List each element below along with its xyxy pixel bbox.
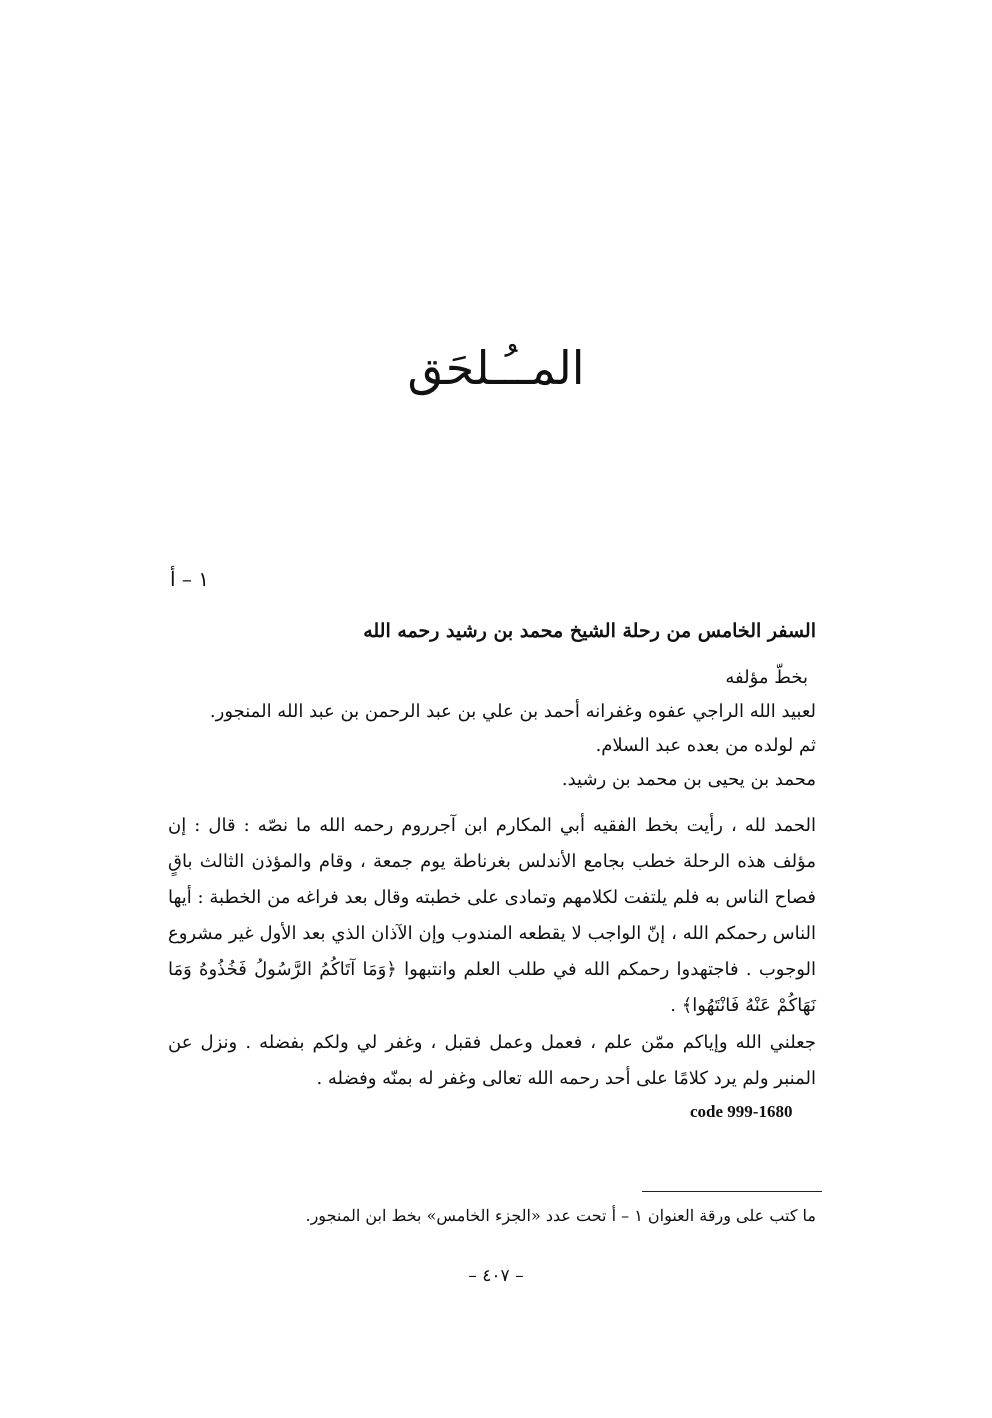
- body-paragraph: جعلني الله وإياكم ممّن علم ، فعمل وعمل فقبل ، وغفر لي ولكم بفضله . ونزل عن المنبر ولم يرد كلامًا على أحد رحمه الله تعالى وغفر له بمنّه وفضله .: [168, 1032, 816, 1089]
- attribution-line: لعبيد الله الراجي عفوه وغفرانه أحمد بن علي بن عبد الرحمن بن عبد الله المنجور.: [209, 701, 816, 722]
- page-number: – ٤٠٧ –: [468, 1266, 524, 1286]
- attribution-line: محمد بن يحيى بن محمد بن رشيد.: [561, 769, 816, 790]
- chapter-title: المــُـلحَق: [407, 341, 585, 395]
- attribution-line: بخطّ مؤلفه: [725, 667, 808, 688]
- section-heading: السفر الخامس من رحلة الشيخ محمد بن رشيد رحمه الله: [363, 620, 816, 642]
- ownership-notes: [176, 661, 816, 797]
- code-label: code 999-1680: [690, 1102, 793, 1121]
- footnote-divider: [642, 1191, 822, 1192]
- attribution-line: ثم لولده من بعده عبد السلام.: [595, 735, 816, 756]
- item-number: ١ – أ: [170, 567, 210, 591]
- body-paragraph: الحمد لله ، رأيت بخط الفقيه أبي المكارم ابن آجرروم رحمه الله ما نصّه : قال : إن مؤلف هذه الرحلة خطب بجامع الأندلس بغرناطة يوم جمعة ، وقام والمؤذن الثالث باقٍ فصاح الناس به فلم يلتفت لكلامهم وتمادى على خطبته وقال بعد فراغه من الخطبة : أيها الناس رحمكم الله ، إنّ الواجب لا يقطعه المندوب وإن الآذان الذي بعد الأول غير مشروع الوجوب . فاجتهدوا رحمكم الله في طلب العلم وانتبهوا ﴿وَمَا آتَاكُمُ الرَّسُولُ فَخُذُوهُ وَمَا نَهَاكُمْ عَنْهُ فَانْتَهُوا﴾ .: [168, 815, 816, 1016]
- footnote: ما كتب على ورقة العنوان ١ – أ تحت عدد «الجزء الخامس» بخط ابن المنجور.: [305, 1206, 816, 1225]
